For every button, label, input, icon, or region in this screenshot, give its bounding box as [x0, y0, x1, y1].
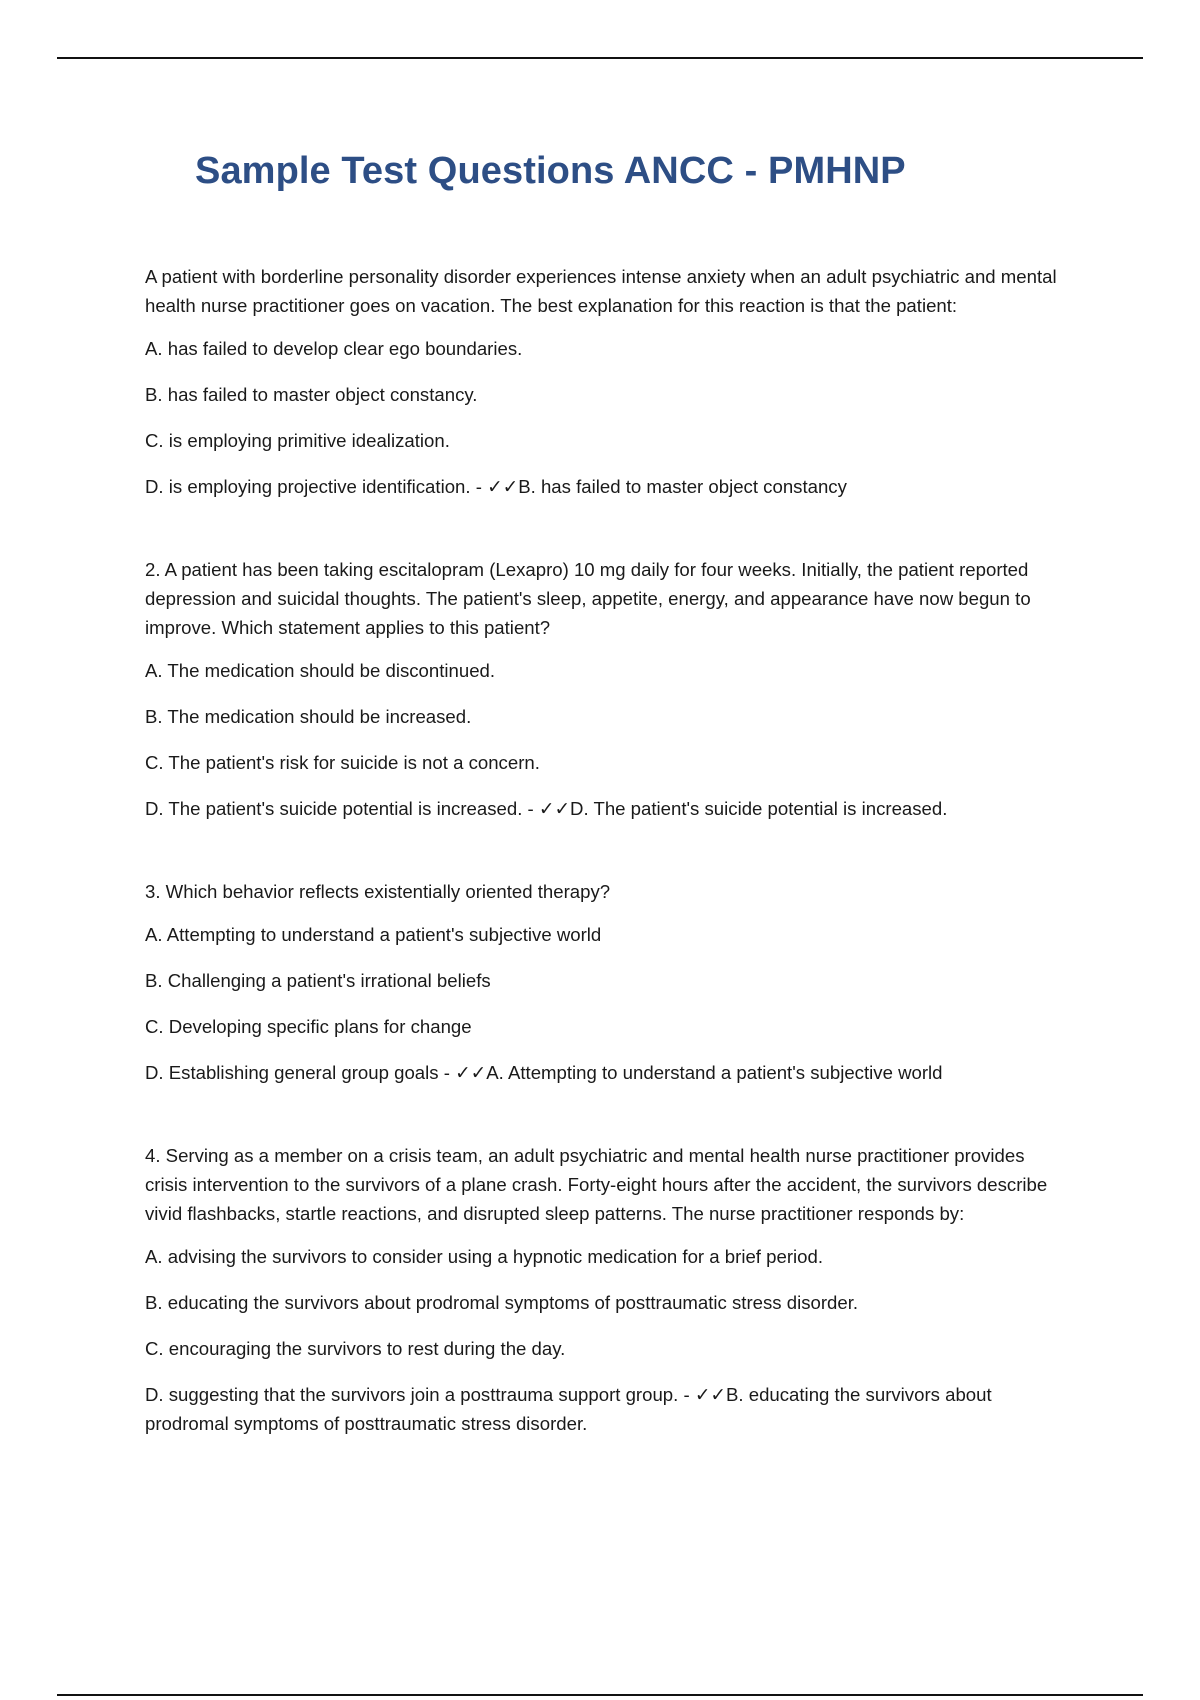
question-list [145, 262, 1065, 1438]
question-4 [145, 1141, 1065, 1438]
option-d: D. The patient's suicide potential is increased. [145, 798, 523, 819]
option-c: C. Developing specific plans for change [145, 1016, 472, 1037]
question-1 [145, 262, 1065, 501]
option-d: D. Establishing general group goals [145, 1062, 439, 1083]
question-stem: 3. Which behavior reflects existentially oriented therapy? [145, 881, 611, 902]
header-rule [57, 57, 1143, 59]
answer-key: B. educating the survivors about prodromal symptoms of posttraumatic stress disorder. [145, 1384, 992, 1434]
option-d: D. is employing projective identification. [145, 476, 471, 497]
option-d-with-answer [145, 1380, 1065, 1438]
question-stem: 2. A patient has been taking escitalopram (Lexapro) 10 mg daily for four weeks. Initially, the patient reported depression and suicidal thoughts. The patient's sleep, appetite, energy, and appearance have now begun to improve. Which statement applies to this patient? [145, 559, 1031, 638]
answer-key: B. has failed to master object constancy [518, 476, 847, 497]
footer-rule [57, 1694, 1143, 1696]
checkmark-icon: - ✓✓ [678, 1384, 726, 1405]
page-title: Sample Test Questions ANCC - PMHNP [195, 150, 906, 192]
option-b: B. The medication should be increased. [145, 706, 472, 727]
option-c: C. is employing primitive idealization. [145, 430, 450, 451]
option-d-with-answer [145, 1058, 1065, 1087]
option-a: A. Attempting to understand a patient's subjective world [145, 924, 602, 945]
answer-key: D. The patient's suicide potential is increased. [570, 798, 948, 819]
option-a: A. advising the survivors to consider using a hypnotic medication for a brief period. [145, 1246, 823, 1267]
option-b: B. has failed to master object constancy. [145, 384, 478, 405]
option-a: A. has failed to develop clear ego boundaries. [145, 338, 523, 359]
checkmark-icon: - ✓✓ [438, 1062, 487, 1083]
option-d-with-answer [145, 794, 1065, 823]
option-a: A. The medication should be discontinued. [145, 660, 496, 681]
question-2 [145, 555, 1065, 823]
checkmark-icon: - ✓✓ [470, 476, 519, 497]
answer-key: A. Attempting to understand a patient's subjective world [486, 1062, 943, 1083]
checkmark-icon: - ✓✓ [522, 798, 571, 819]
option-d-with-answer [145, 472, 1065, 501]
option-c: C. encouraging the survivors to rest during the day. [145, 1338, 566, 1359]
option-d: D. suggesting that the survivors join a posttrauma support group. [145, 1384, 679, 1405]
question-3 [145, 877, 1065, 1087]
option-b: B. educating the survivors about prodromal symptoms of posttraumatic stress disorder. [145, 1292, 859, 1313]
option-b: B. Challenging a patient's irrational beliefs [145, 970, 491, 991]
option-c: C. The patient's risk for suicide is not a concern. [145, 752, 540, 773]
question-stem: A patient with borderline personality disorder experiences intense anxiety when an adult psychiatric and mental health nurse practitioner goes on vacation. The best explanation for this reaction is that the patient: [145, 266, 1057, 316]
question-stem: 4. Serving as a member on a crisis team, an adult psychiatric and mental health nurse practitioner provides crisis intervention to the survivors of a plane crash. Forty-eight hours after the accident, the survivors describe vivid flashbacks, startle reactions, and disrupted sleep patterns. The nurse practitioner responds by: [145, 1145, 1048, 1224]
